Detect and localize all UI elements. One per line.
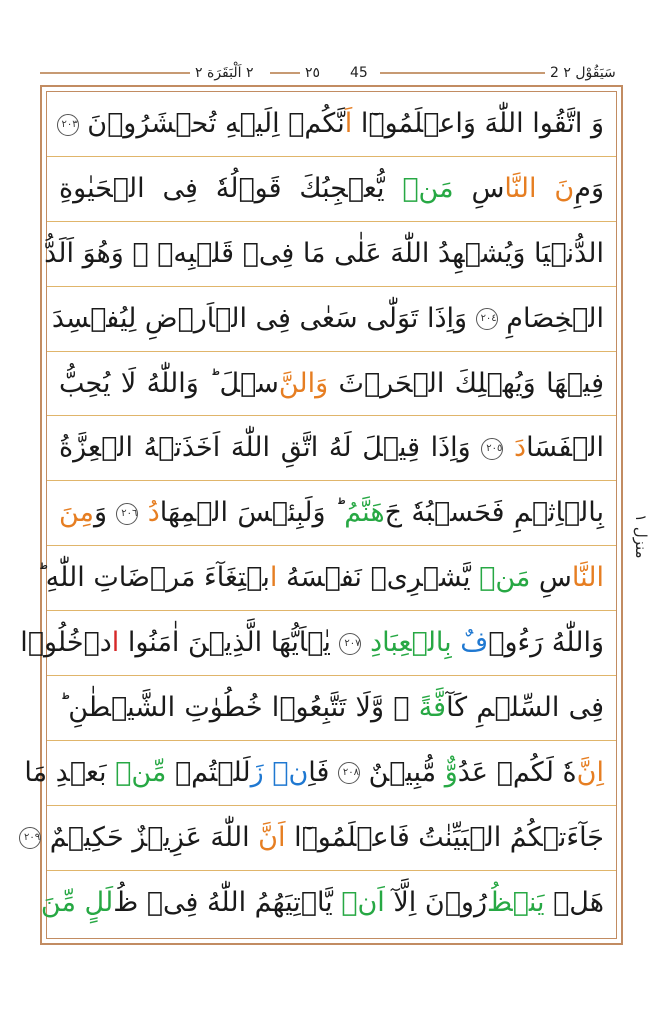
text-segment: النَّا [571, 562, 604, 594]
text-segment [76, 887, 85, 918]
text-segment: نَّكُمۡ اِلَيۡهِ تُحۡشَرُوۡنَ [78, 108, 345, 139]
text-segment: فٌ [460, 627, 489, 659]
text-segment: وَ اتَّقُوا اللّٰهَ وَاعۡلَمُوۡٓا [352, 108, 604, 139]
text-segment: نۡ زَ [250, 756, 309, 788]
text-segment: اَ [344, 108, 353, 139]
text-segment: دۡخُلُوۡا [20, 627, 112, 659]
text-segment: فِيۡهَا وَيُهۡلِكَ الۡحَرۡثَ [328, 367, 604, 399]
page-number: 45 [350, 65, 368, 81]
text-segment: بِالۡعِبَادِ [370, 627, 461, 659]
text-segment: جَآءَتۡكُمُ الۡبَيِّنٰتُ فَاعۡلَمُوۡٓا [285, 821, 604, 853]
text-line [47, 157, 616, 222]
ayah-marker: ٢٠٩ [19, 827, 41, 849]
text-segment: مِنَ [59, 497, 95, 529]
header-rule-mid-right [380, 72, 545, 74]
quran-text-block [20, 92, 616, 936]
ayah-marker: ٢٠٦ [116, 503, 138, 525]
text-line [47, 676, 616, 741]
text-segment: ا [269, 562, 278, 594]
text-segment: ۖ وَّلَا تَتَّبِعُوۡا خُطُوٰتِ الشَّيۡطٰنِ ؕ [59, 692, 419, 724]
header-rule-left [40, 72, 190, 74]
text-segment: وٌّ [444, 756, 458, 788]
text-line [37, 546, 616, 611]
text-segment: بۡتِغَآءَ مَرۡضَاتِ اللّٰهِ ؕ [37, 562, 270, 594]
text-segment: اَنۡ [341, 886, 385, 918]
text-segment [503, 432, 514, 463]
ayah-marker: ٢٠٤ [476, 308, 498, 330]
ayah-marker: ٢٠٥ [481, 438, 503, 460]
header-rule-mid-left [270, 72, 300, 74]
text-segment: مِّنَ [40, 886, 76, 918]
text-segment: مَنۡ [402, 172, 454, 204]
text-segment: يَنۡظُ [487, 886, 545, 918]
text-segment: يَّاۡتِيَهُمُ اللّٰهُ فِىۡ ظُ [113, 886, 342, 918]
text-segment: نَ النَّا [504, 172, 575, 204]
text-segment: ا [111, 627, 120, 659]
text-segment: هٗ لَكُمۡ عَدُ [457, 756, 577, 788]
text-segment: سِ [530, 562, 572, 594]
text-line [24, 741, 616, 806]
text-segment: بِالۡاِثۡمِ فَحَسۡبُهٗ جَ [384, 497, 604, 529]
page-header [40, 60, 625, 86]
ayah-marker: ٢٠٣ [57, 114, 79, 136]
text-segment: الۡخِصَامِ [497, 302, 604, 334]
text-segment: اَنَّ [258, 821, 286, 853]
text-segment: سۡلَ ؕ وَاللّٰهُ لَا يُحِبُّ [59, 367, 279, 399]
text-line [47, 416, 616, 481]
text-segment: مِّنۡ [115, 756, 167, 788]
text-segment: دَ [514, 432, 527, 464]
text-segment: هَنَّمُ [344, 497, 385, 529]
text-segment: وَمِ [574, 172, 604, 204]
text-segment: يٰۤاَيُّهَا الَّذِيۡنَ اٰمَنُوا [119, 627, 340, 659]
text-segment: اللّٰهَ عَزِيۡزٌ حَكِيۡمٌ [41, 821, 259, 853]
text-segment [138, 497, 147, 528]
text-segment: وَالنَّ [278, 367, 329, 399]
text-segment: لَلۡتُمۡ [166, 756, 251, 788]
text-line [47, 287, 616, 352]
text-line [40, 871, 616, 936]
text-segment: مَنۡ [479, 562, 531, 594]
text-line [24, 806, 616, 871]
text-segment: يَّشۡرِىۡ نَفۡسَهُ [277, 562, 480, 594]
text-segment: الۡفَسَا [526, 432, 604, 464]
text-segment: وَاِذَا قِيۡلَ لَهُ اتَّقِ اللّٰهَ اَخَذَتۡهُ الۡعِزَّةُ [59, 432, 482, 464]
surah-name: ٢ اَلْبَقَرَة ٢ [195, 65, 254, 81]
text-segment: يُّعۡجِبُكَ قَوۡلُهٗ فِى الۡحَيٰوةِ [59, 172, 403, 204]
text-segment [361, 627, 370, 658]
text-line [20, 611, 616, 676]
text-segment: هَلۡ [544, 886, 604, 918]
text-line [47, 92, 616, 157]
text-segment: فَّةً [418, 692, 447, 724]
text-line [44, 222, 616, 287]
text-segment: لَلٍ [84, 886, 114, 918]
text-segment: وَاِذَا تَوَلّٰى سَعٰى فِى الۡاَرۡضِ لِيُفۡسِدَ [51, 302, 476, 334]
text-segment: دُ [147, 497, 160, 529]
text-segment: فِى السِّلۡمِ كَآ [446, 692, 604, 724]
text-segment: ؕ وَلَبِئۡسَ الۡمِهَا [159, 497, 345, 529]
text-segment: مُّبِيۡنٌ [360, 756, 445, 788]
ayah-marker: ٢٠٧ [339, 633, 361, 655]
text-segment: سِ [453, 172, 505, 204]
text-segment: الدُّنۡيَا وَيُشۡهِدُ اللّٰهَ عَلٰى مَا فِىۡ قَلۡبِهٖ ۙ وَهُوَ اَلَدُّ [44, 237, 604, 269]
text-line [47, 352, 616, 417]
juz-name: 2 سَيَقُوْل ٢ [550, 65, 616, 81]
page-number-arabic: ٢٥ [305, 65, 321, 81]
text-segment: وَاللّٰهُ رَءُوۡ [488, 627, 604, 659]
text-segment: رُوۡنَ اِلَّآ [384, 886, 488, 918]
text-segment: فَاِ [308, 756, 339, 788]
text-segment: اِنَّ [576, 756, 604, 788]
ayah-marker: ٢٠٨ [338, 762, 360, 784]
manzil-label: منزل ١ [632, 513, 650, 559]
text-line [47, 481, 616, 546]
text-segment: بَعۡدِ مَا [24, 756, 116, 788]
text-segment: وَ [94, 497, 117, 529]
